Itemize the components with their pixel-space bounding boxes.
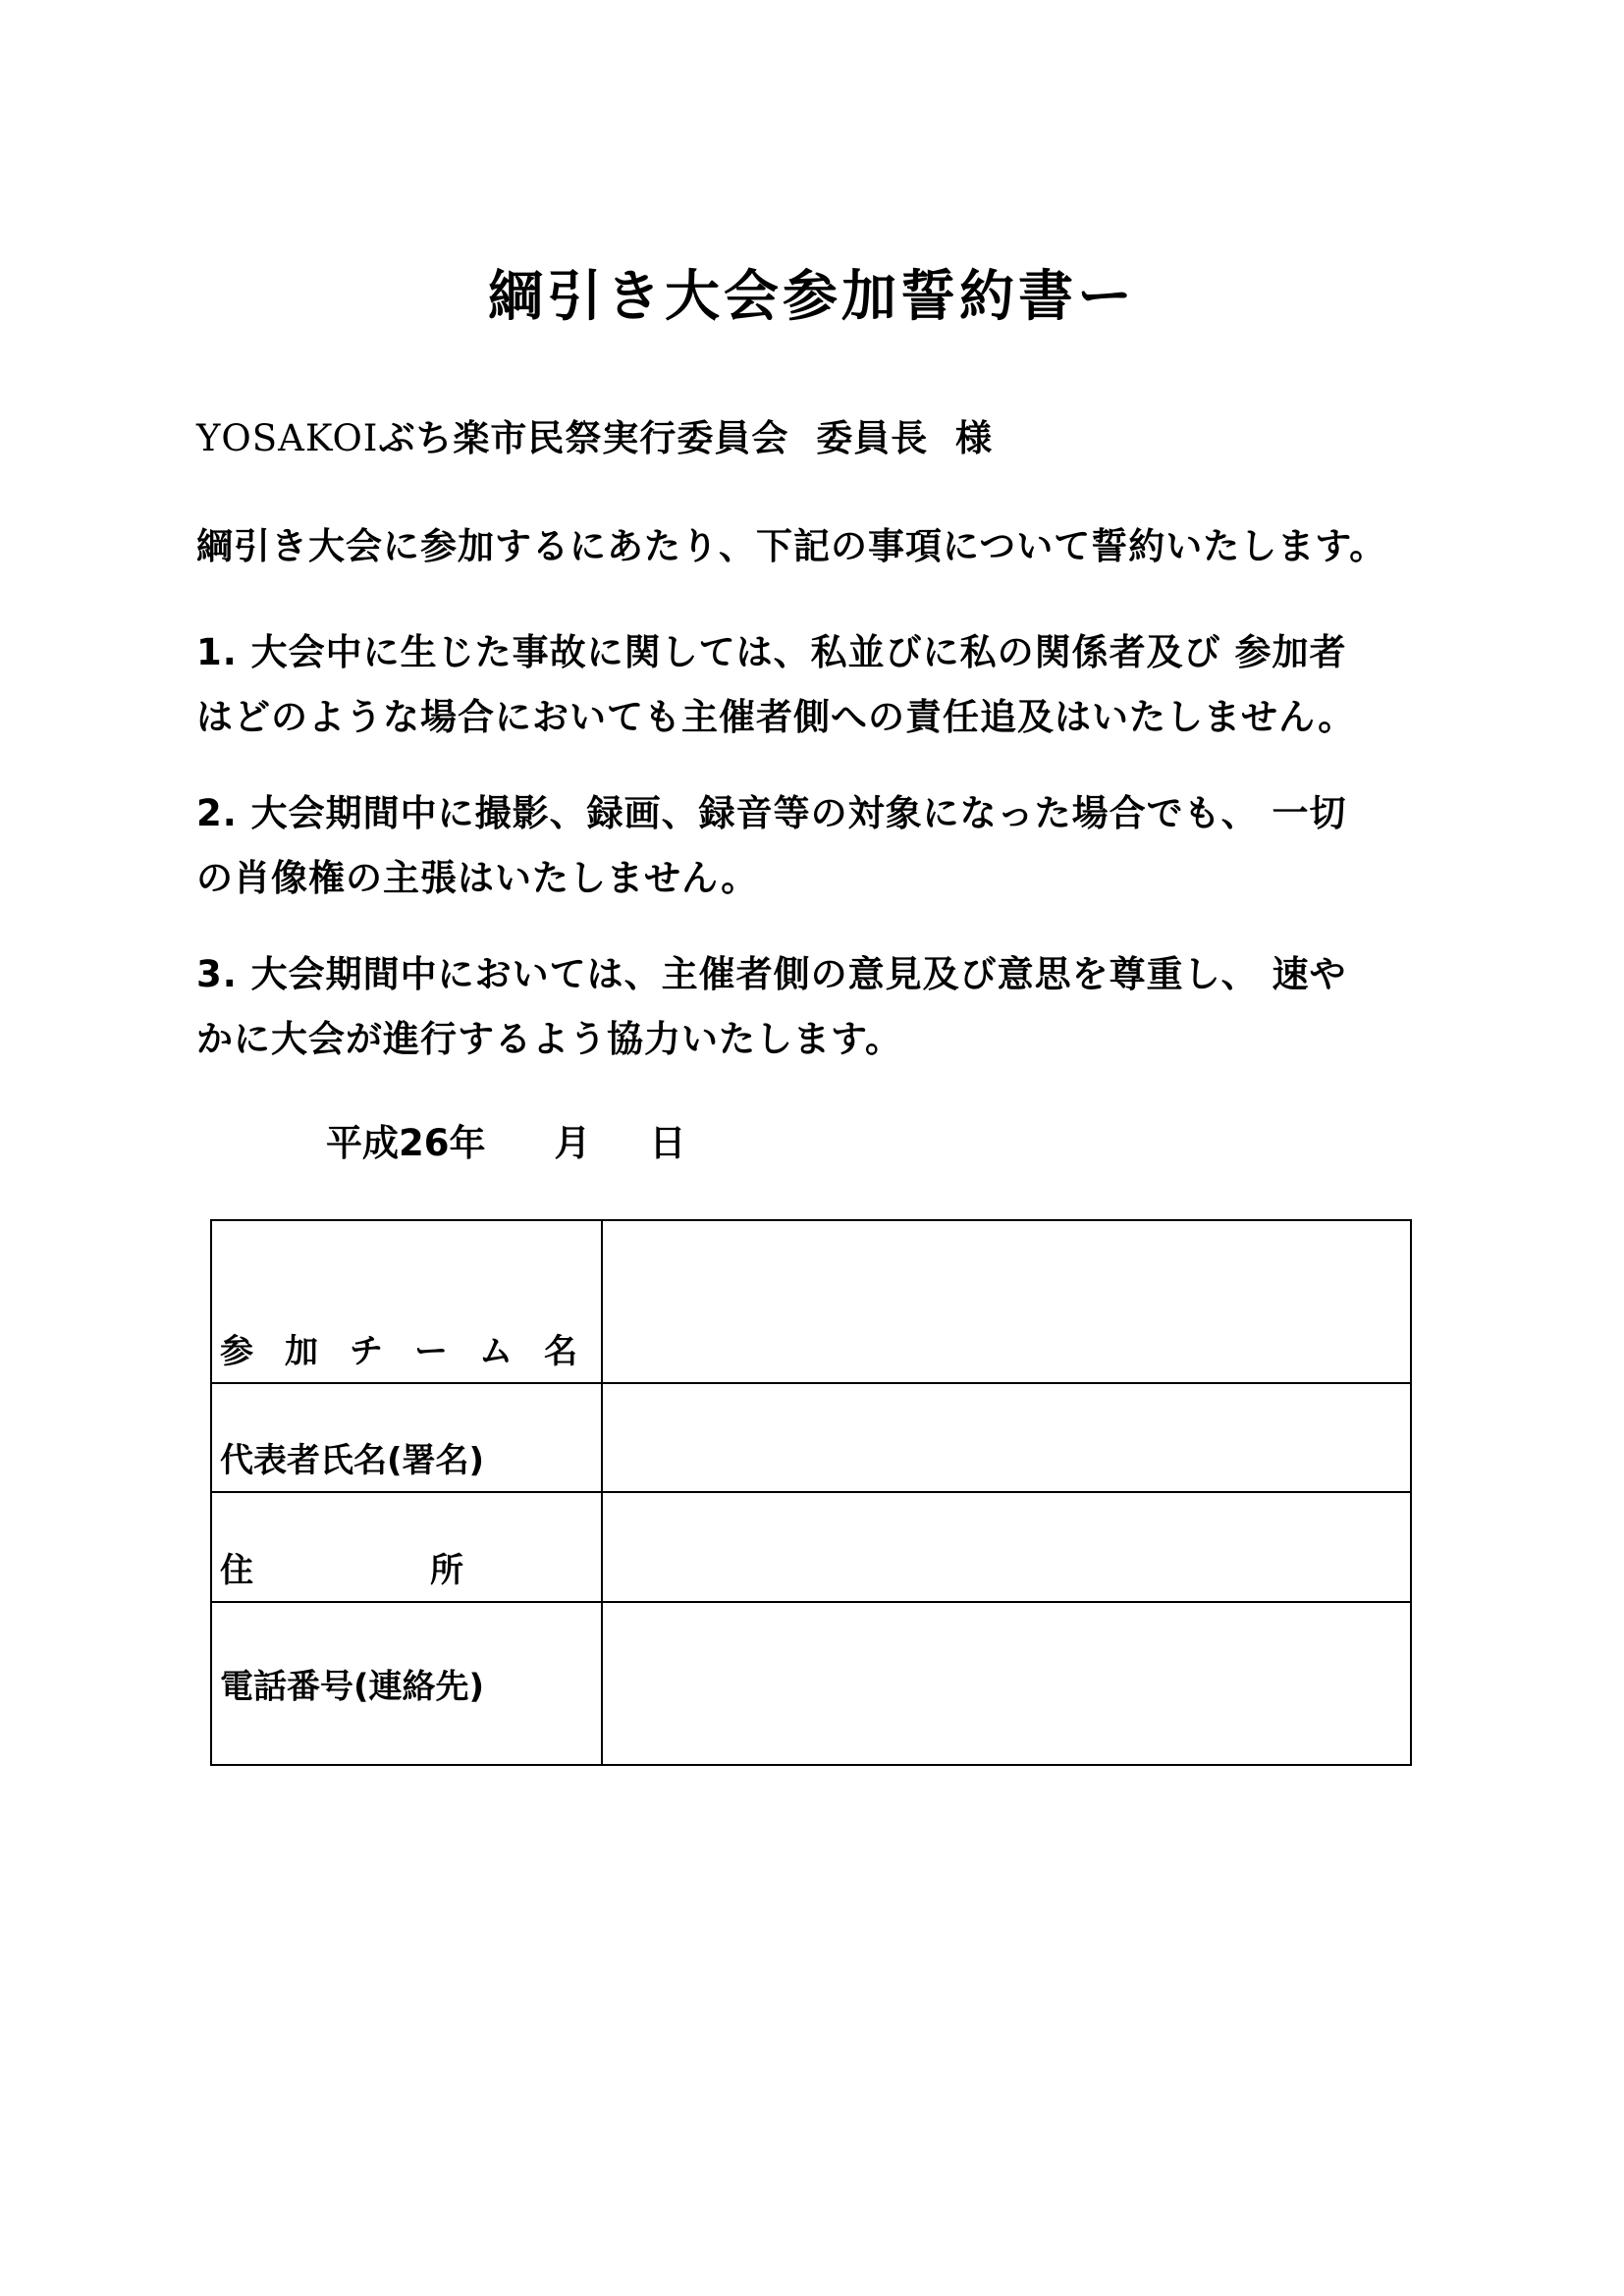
date-era-year: 平成26年 bbox=[326, 1122, 486, 1164]
address-label bbox=[220, 1543, 463, 1591]
phone-label-cell bbox=[211, 1602, 602, 1765]
address-label-cell bbox=[211, 1492, 602, 1602]
addressee-latin: YOSAKOI bbox=[196, 417, 379, 459]
addressee-honorific: 様 bbox=[954, 417, 993, 459]
addressee-role: 委員長 bbox=[816, 417, 929, 459]
pledge-item-2-line-1: 2. 大会期間中に撮影、録画、録音等の対象になった場合でも、 一切 bbox=[196, 792, 1347, 834]
pledge-item-3-line-1: 3. 大会期間中においては、主催者側の意見及び意思を尊重し、 速や bbox=[196, 953, 1347, 995]
team-name-field[interactable] bbox=[602, 1220, 1411, 1383]
date-line bbox=[326, 1117, 686, 1170]
intro-text: 綱引き大会に参加するにあたり、下記の事項について誓約いたします。 bbox=[196, 525, 1387, 567]
pledge-item-1 bbox=[196, 620, 1502, 750]
phone-label: 電話番号(連絡先) bbox=[220, 1667, 485, 1707]
pledge-item-2-line-2: の肖像権の主張はいたしません。 bbox=[196, 857, 759, 899]
form-row-representative bbox=[211, 1383, 1411, 1492]
address-field[interactable] bbox=[602, 1492, 1411, 1602]
pledge-item-1-line-1: 1. 大会中に生じた事故に関しては、私並びに私の関係者及び 参加者 bbox=[196, 631, 1347, 673]
pledge-item-3 bbox=[196, 942, 1502, 1072]
pledge-item-3-line-2: かに大会が進行するよう協力いたします。 bbox=[196, 1018, 903, 1060]
document-title: 綱引き大会参加誓約書ー bbox=[488, 265, 1136, 329]
addressee bbox=[196, 412, 993, 465]
signature-form-table bbox=[210, 1219, 1412, 1766]
form-row-phone bbox=[211, 1602, 1411, 1765]
address-label-a: 住 bbox=[220, 1551, 253, 1590]
representative-label-cell bbox=[211, 1383, 602, 1492]
representative-signature-field[interactable] bbox=[602, 1383, 1411, 1492]
phone-field[interactable] bbox=[602, 1602, 1411, 1765]
team-name-label: 参加チーム名 bbox=[220, 1332, 609, 1371]
team-name-label-cell bbox=[211, 1220, 609, 1383]
address-label-b: 所 bbox=[430, 1551, 463, 1590]
date-month: 月 bbox=[554, 1122, 591, 1164]
form-row-address bbox=[211, 1492, 1411, 1602]
addressee-org: ぶち楽市民祭実行委員会 bbox=[378, 417, 789, 459]
pledge-item-1-line-2: はどのような場合においても主催者側への責任追及はいたしません。 bbox=[196, 696, 1356, 738]
date-day: 日 bbox=[649, 1122, 686, 1164]
pledge-item-2 bbox=[196, 781, 1502, 911]
form-row-team bbox=[211, 1220, 1411, 1383]
representative-label: 代表者氏名(署名) bbox=[220, 1441, 485, 1480]
